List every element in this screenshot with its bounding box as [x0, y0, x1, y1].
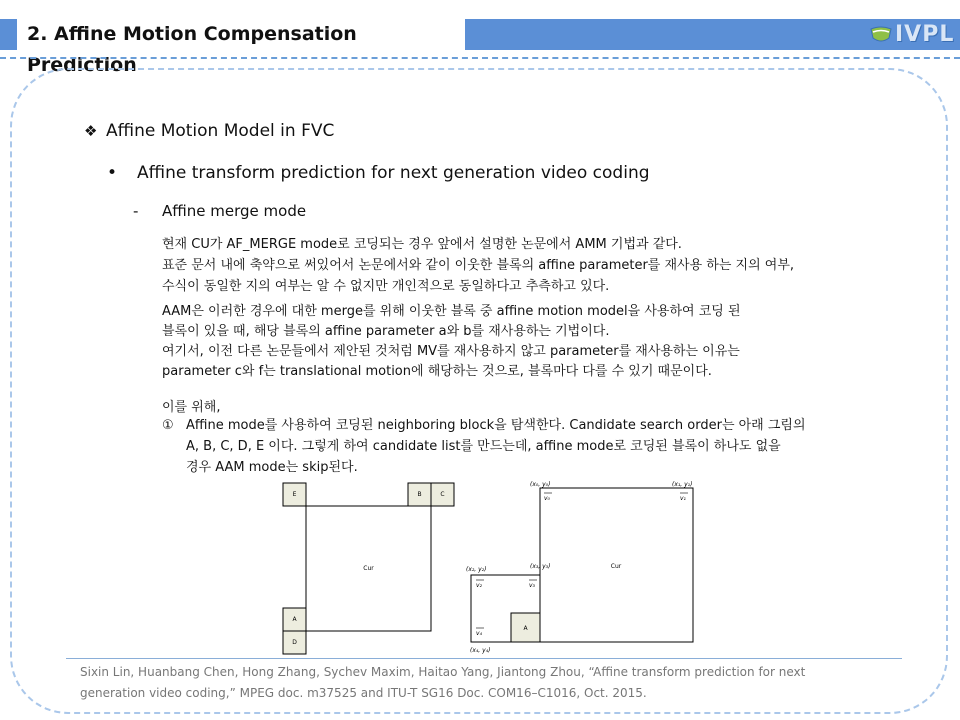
coord-x1y1: (x₁, y₁): [672, 481, 693, 488]
paragraph-line: AAM은 이러한 경우에 대한 merge를 위해 이웃한 블록 중 affine motion model을 사용하여 코딩 된: [162, 304, 741, 319]
reference-divider: [66, 658, 902, 659]
bullet-level2-text: Affine transform prediction for next generation video coding: [137, 163, 650, 183]
paragraph-line: 여기서, 이전 다른 논문들에서 제안된 것처럼 MV를 재사용하지 않고 parameter를 재사용하는 이유는: [162, 344, 740, 359]
label-c: C: [440, 491, 445, 498]
figure-right: [471, 488, 693, 642]
paragraph-line: 수식이 동일한 지의 여부는 알 수 없지만 개인적으로 동일하다고 추측하고 있다.: [162, 279, 610, 294]
paragraph-line: 블록이 있을 때, 해당 블록의 affine parameter a와 b를 재사용하는 기법이다.: [162, 324, 610, 339]
coord-x3y3: (x₃, y₃): [530, 563, 551, 570]
diamond-bullet-icon: ❖: [84, 122, 98, 140]
logo-text: IVPL: [895, 21, 955, 47]
dot-bullet-icon: •: [107, 163, 118, 183]
label-a: A: [292, 616, 297, 623]
reference-line: Sixin Lin, Huanbang Chen, Hong Zhang, Sychev Maxim, Haitao Yang, Jiantong Zhou, “Affine transform prediction for next: [80, 665, 806, 679]
item-line: Affine mode를 사용하여 코딩된 neighboring block을 탐색한다. Candidate search order는 아래 그림의: [186, 418, 806, 433]
item-line: 경우 AAM mode는 skip된다.: [186, 460, 358, 475]
label-b: B: [417, 491, 422, 498]
coord-x4y4: (x₄, y₄): [470, 647, 491, 654]
vector-v2: v₂: [476, 582, 482, 589]
label-cur-left: Cur: [363, 565, 374, 572]
item-line: A, B, C, D, E 이다. 그렇게 하여 candidate list를 만드는데, affine mode로 코딩된 블록이 하나도 없을: [186, 439, 781, 454]
bullet-level1-text: Affine Motion Model in FVC: [106, 121, 335, 141]
paragraph-line: 표준 문서 내에 축약으로 써있어서 논문에서와 같이 이웃한 블록의 affine parameter를 재사용 하는 지의 여부,: [162, 258, 795, 273]
item-number: ①: [162, 418, 174, 433]
bullet-level3-text: Affine merge mode: [162, 202, 307, 220]
paragraph-line: 현재 CU가 AF_MERGE mode로 코딩되는 경우 앞에서 설명한 논문에서 AMM 기법과 같다.: [162, 237, 682, 252]
label-a-right: A: [523, 625, 528, 632]
coord-x2y2: (x₂, y₂): [466, 566, 487, 573]
label-d: D: [292, 639, 297, 646]
reference: [80, 662, 805, 704]
coord-x0y0: (x₀, y₀): [530, 481, 551, 488]
vector-v3: v₃: [529, 582, 535, 589]
label-cur-right: Cur: [610, 563, 622, 570]
vector-v4: v₄: [476, 630, 482, 637]
label-e: E: [292, 491, 297, 498]
paragraph-3: 이를 위해,: [162, 400, 221, 415]
vector-v0: v₀: [544, 495, 550, 502]
dash-bullet-icon: -: [133, 202, 139, 220]
vector-v1: v₁: [680, 495, 686, 502]
paragraph-line: parameter c와 f는 translational motion에 해당하는 것으로, 블록마다 다를 수 있기 때문이다.: [162, 364, 712, 379]
slide-title: 2. Affine Motion Compensation Prediction: [17, 19, 465, 50]
reference-line: generation video coding,” MPEG doc. m37525 and ITU-T SG16 Doc. COM16–C1016, Oct. 2015.: [80, 686, 647, 700]
